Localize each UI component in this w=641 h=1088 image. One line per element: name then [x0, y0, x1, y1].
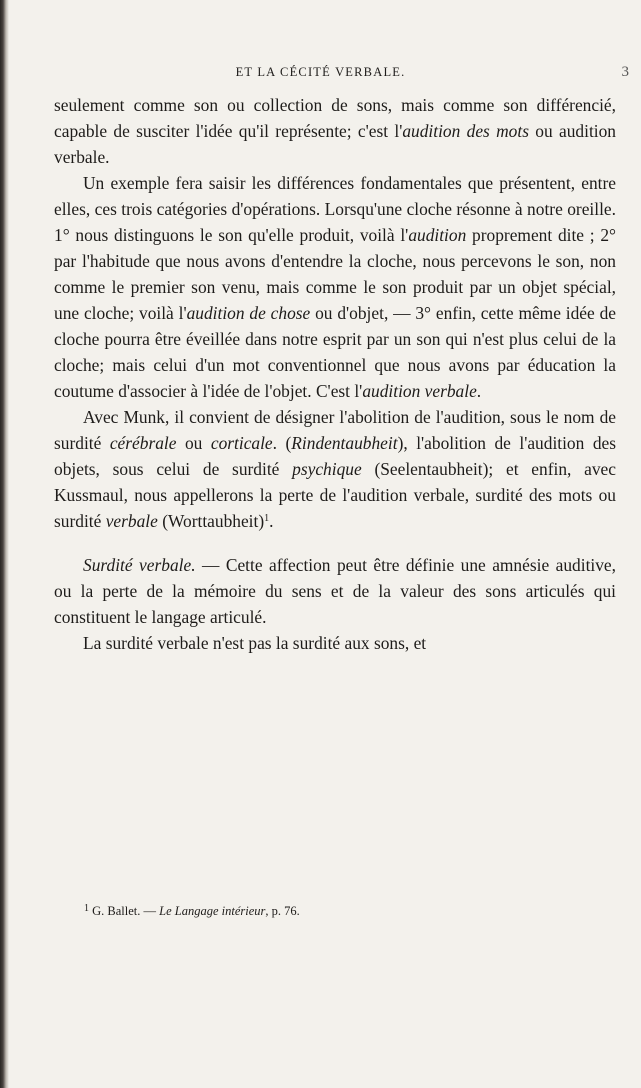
text-run: Un exemple fera saisir les différences fondamentales que présentent, entre elles, ces trois catégories d'opérations. Lorsqu'une cloche résonne à notre oreille. 1° nous distinguons le son qu'elle produit, voilà l'	[54, 173, 616, 245]
text-run: ), l'abolition de l'audition des objets, sous celui de surdité	[54, 433, 616, 479]
footnote-text: G. Ballet. —	[89, 904, 160, 918]
page-number: 3	[621, 64, 629, 80]
italic-term: psychique	[292, 459, 362, 479]
text-run: proprement dite ; 2° par l'habitude que nous avons d'entendre la cloche, nous percevons le son, non comme le premier son venu, mais comme le son produit par un objet spécial, une cloche; voilà l'	[54, 225, 616, 323]
paragraph-1	[54, 92, 616, 170]
footnote	[84, 903, 604, 919]
footnote-text: , p. 76.	[265, 904, 300, 918]
text-run: (Worttaubheit)	[157, 511, 265, 531]
italic-term: Rindentaubheit	[291, 433, 398, 453]
text-run: ou d'objet, — 3° enfin, cette même idée de cloche pourra être éveillée dans notre esprit par un son qui n'est plus celui de la cloche; mais celui d'un mot conventionnel que nous avons par éducation la coutume d'associer à l'idée de l'objet. C'est l'	[54, 303, 616, 401]
italic-term: cérébrale	[109, 433, 177, 453]
text-run: La surdité verbale n'est pas la surdité aux sons, et	[83, 633, 427, 653]
text-run: ou audition verbale.	[54, 121, 616, 167]
paragraph-5	[54, 630, 616, 656]
text-run: ou	[176, 433, 211, 453]
binding-gutter	[0, 0, 9, 1088]
text-run: Avec Munk, il convient de désigner l'abolition de l'audition, sous le nom de surdité	[54, 407, 616, 453]
footnote-ref: 1	[264, 513, 270, 524]
running-head	[0, 63, 641, 81]
section-heading: Surdité verbale.	[83, 555, 196, 575]
text-run: (Seelentaubheit); et enfin, avec Kussmaul, nous appellerons la perte de l'audition verbale, surdité des mots ou surdité	[54, 459, 616, 531]
italic-term: audition verbale	[362, 381, 477, 401]
body-text	[54, 92, 616, 656]
paragraph-4	[54, 552, 616, 630]
italic-term: audition	[408, 225, 467, 245]
footnote-marker: 1	[84, 903, 89, 914]
paragraph-2	[54, 170, 616, 404]
running-title: ET LA CÉCITÉ VERBALE.	[235, 65, 406, 79]
italic-term: audition des mots	[402, 121, 529, 141]
footnote-title: Le Langage intérieur	[159, 904, 266, 918]
italic-term: audition de chose	[186, 303, 311, 323]
text-run: seulement comme son ou collection de sons, mais comme son différencié, capable de susciter l'idée qu'il représente; c'est l'	[54, 95, 616, 141]
text-run: — Cette affection peut être définie une amnésie auditive, ou la perte de la mémoire du sens et de la valeur des sons articulés qui constituent le langage articulé.	[54, 555, 616, 627]
paragraph-3	[54, 404, 616, 534]
text-run: . (	[272, 433, 292, 453]
text-run: .	[269, 511, 274, 531]
text-run: .	[476, 381, 482, 401]
italic-term: verbale	[105, 511, 158, 531]
italic-term: corticale	[210, 433, 273, 453]
